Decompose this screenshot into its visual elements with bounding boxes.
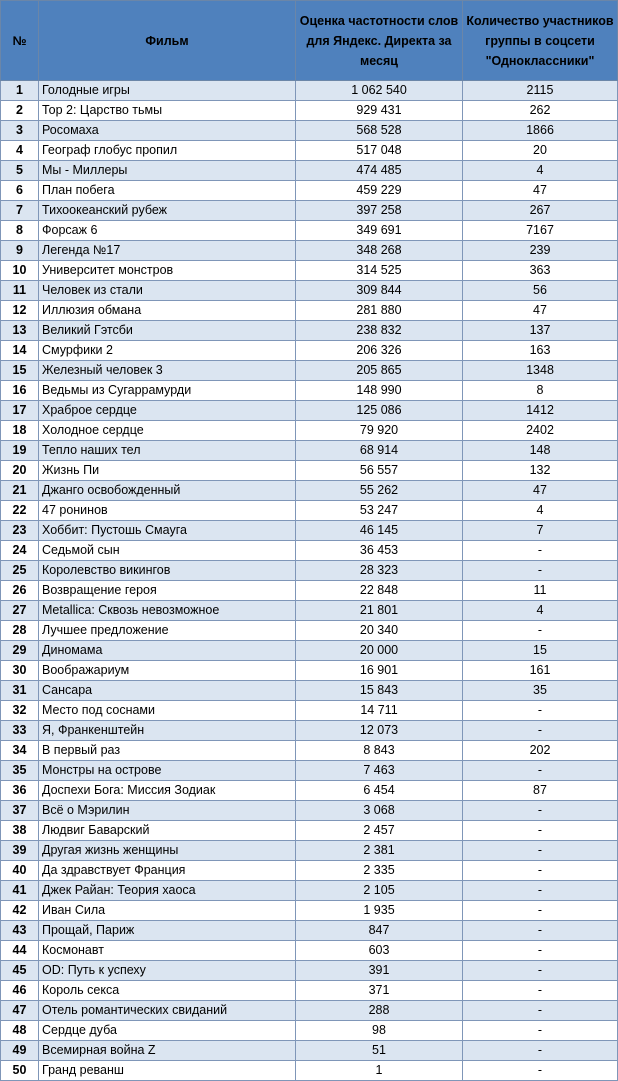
cell-frequency: 46 145 [296,521,463,541]
cell-num: 23 [1,521,39,541]
cell-num: 25 [1,561,39,581]
table-row [1,981,618,1001]
table-row [1,81,618,101]
table-row [1,101,618,121]
table-row [1,721,618,741]
cell-ok-members: 137 [463,321,618,341]
cell-frequency: 474 485 [296,161,463,181]
cell-ok-members: 267 [463,201,618,221]
cell-ok-members: 20 [463,141,618,161]
cell-film: Людвиг Баварский [39,821,296,841]
table-row [1,961,618,981]
cell-film: Ведьмы из Сугаррамурди [39,381,296,401]
cell-ok-members: 148 [463,441,618,461]
table-row [1,861,618,881]
cell-frequency: 568 528 [296,121,463,141]
cell-num: 7 [1,201,39,221]
cell-film: Отель романтических свиданий [39,1001,296,1021]
table-row [1,801,618,821]
cell-frequency: 371 [296,981,463,1001]
cell-num: 24 [1,541,39,561]
cell-ok-members: 47 [463,181,618,201]
cell-frequency: 288 [296,1001,463,1021]
table-row [1,561,618,581]
cell-ok-members: 35 [463,681,618,701]
table-row [1,681,618,701]
cell-film: OD: Путь к успеху [39,961,296,981]
cell-frequency: 53 247 [296,501,463,521]
table-row [1,541,618,561]
cell-ok-members: 161 [463,661,618,681]
cell-film: Король секса [39,981,296,1001]
cell-num: 33 [1,721,39,741]
cell-frequency: 28 323 [296,561,463,581]
table-row [1,401,618,421]
cell-num: 35 [1,761,39,781]
cell-ok-members: - [463,801,618,821]
cell-ok-members: - [463,941,618,961]
cell-film: Седьмой сын [39,541,296,561]
cell-num: 44 [1,941,39,961]
cell-num: 21 [1,481,39,501]
cell-film: Монстры на острове [39,761,296,781]
cell-film: Доспехи Бога: Миссия Зодиак [39,781,296,801]
cell-ok-members: 47 [463,301,618,321]
cell-num: 26 [1,581,39,601]
cell-num: 11 [1,281,39,301]
cell-film: Форсаж 6 [39,221,296,241]
cell-film: Сердце дуба [39,1021,296,1041]
cell-frequency: 929 431 [296,101,463,121]
cell-ok-members: - [463,1001,618,1021]
cell-ok-members: - [463,721,618,741]
cell-frequency: 51 [296,1041,463,1061]
cell-frequency: 125 086 [296,401,463,421]
cell-film: Легенда №17 [39,241,296,261]
cell-film: Королевство викингов [39,561,296,581]
cell-num: 41 [1,881,39,901]
cell-num: 17 [1,401,39,421]
cell-num: 47 [1,1001,39,1021]
cell-film: Иллюзия обмана [39,301,296,321]
table-row [1,781,618,801]
table-row [1,661,618,681]
cell-num: 30 [1,661,39,681]
table-row [1,601,618,621]
cell-film: Лучшее предложение [39,621,296,641]
table-row [1,1061,618,1081]
cell-film: Место под соснами [39,701,296,721]
cell-num: 12 [1,301,39,321]
cell-ok-members: 2402 [463,421,618,441]
cell-num: 39 [1,841,39,861]
cell-num: 3 [1,121,39,141]
cell-frequency: 1 062 540 [296,81,463,101]
cell-ok-members: 4 [463,601,618,621]
cell-num: 50 [1,1061,39,1081]
table-row [1,701,618,721]
table-row [1,421,618,441]
cell-frequency: 20 000 [296,641,463,661]
cell-ok-members: 363 [463,261,618,281]
cell-frequency: 6 454 [296,781,463,801]
cell-ok-members: - [463,861,618,881]
cell-num: 32 [1,701,39,721]
cell-num: 5 [1,161,39,181]
cell-film: План побега [39,181,296,201]
cell-frequency: 309 844 [296,281,463,301]
cell-num: 15 [1,361,39,381]
cell-num: 38 [1,821,39,841]
table-row [1,341,618,361]
cell-frequency: 68 914 [296,441,463,461]
cell-ok-members: - [463,901,618,921]
cell-num: 48 [1,1021,39,1041]
table-row [1,621,618,641]
cell-num: 6 [1,181,39,201]
cell-film: Мы - Миллеры [39,161,296,181]
table-row [1,741,618,761]
cell-film: Смурфики 2 [39,341,296,361]
cell-frequency: 36 453 [296,541,463,561]
cell-frequency: 2 335 [296,861,463,881]
cell-ok-members: 4 [463,161,618,181]
cell-frequency: 79 920 [296,421,463,441]
cell-num: 31 [1,681,39,701]
cell-ok-members: - [463,921,618,941]
cell-ok-members: 262 [463,101,618,121]
cell-film: Всё о Мэрилин [39,801,296,821]
cell-ok-members: 7 [463,521,618,541]
cell-num: 36 [1,781,39,801]
cell-frequency: 603 [296,941,463,961]
cell-film: Возвращение героя [39,581,296,601]
cell-ok-members: 56 [463,281,618,301]
cell-ok-members: - [463,981,618,1001]
cell-ok-members: - [463,1061,618,1081]
cell-frequency: 2 381 [296,841,463,861]
cell-frequency: 281 880 [296,301,463,321]
cell-ok-members: 1866 [463,121,618,141]
cell-film: Диномама [39,641,296,661]
cell-ok-members: 7167 [463,221,618,241]
cell-ok-members: 2115 [463,81,618,101]
cell-film: Тор 2: Царство тьмы [39,101,296,121]
cell-frequency: 349 691 [296,221,463,241]
header-num: № [1,1,39,81]
cell-film: Великий Гэтсби [39,321,296,341]
cell-num: 19 [1,441,39,461]
cell-film: В первый раз [39,741,296,761]
cell-frequency: 517 048 [296,141,463,161]
cell-frequency: 397 258 [296,201,463,221]
cell-frequency: 15 843 [296,681,463,701]
table-row [1,381,618,401]
table-row [1,641,618,661]
cell-frequency: 16 901 [296,661,463,681]
table-row [1,1021,618,1041]
header-ok-members: Количество участников группы в соцсети "Одноклассники" [463,1,618,81]
cell-film: Тепло наших тел [39,441,296,461]
cell-frequency: 459 229 [296,181,463,201]
table-row [1,941,618,961]
cell-num: 2 [1,101,39,121]
table-row [1,521,618,541]
cell-ok-members: - [463,821,618,841]
table-row [1,461,618,481]
table-row [1,821,618,841]
cell-film: Прощай, Париж [39,921,296,941]
cell-frequency: 7 463 [296,761,463,781]
cell-num: 16 [1,381,39,401]
table-row [1,361,618,381]
cell-ok-members: 11 [463,581,618,601]
cell-film: Географ глобус пропил [39,141,296,161]
table-row [1,141,618,161]
cell-num: 14 [1,341,39,361]
cell-frequency: 205 865 [296,361,463,381]
cell-frequency: 314 525 [296,261,463,281]
table-row [1,201,618,221]
cell-ok-members: 1348 [463,361,618,381]
cell-num: 37 [1,801,39,821]
cell-film: Джанго освобожденный [39,481,296,501]
cell-num: 27 [1,601,39,621]
cell-film: Храброе сердце [39,401,296,421]
cell-film: Всемирная война Z [39,1041,296,1061]
table-row [1,241,618,261]
table-row [1,441,618,461]
cell-film: Джек Райан: Теория хаоса [39,881,296,901]
cell-ok-members: 239 [463,241,618,261]
cell-num: 8 [1,221,39,241]
cell-frequency: 22 848 [296,581,463,601]
cell-frequency: 14 711 [296,701,463,721]
cell-num: 43 [1,921,39,941]
cell-ok-members: - [463,761,618,781]
cell-ok-members: 87 [463,781,618,801]
header-row [1,1,618,81]
table-row [1,481,618,501]
cell-num: 10 [1,261,39,281]
cell-ok-members: - [463,541,618,561]
header-frequency: Оценка частотности слов для Яндекс. Директа за месяц [296,1,463,81]
cell-frequency: 348 268 [296,241,463,261]
table-row [1,221,618,241]
table-row [1,321,618,341]
cell-frequency: 391 [296,961,463,981]
table-row [1,581,618,601]
cell-ok-members: 47 [463,481,618,501]
cell-num: 18 [1,421,39,441]
cell-frequency: 12 073 [296,721,463,741]
cell-num: 9 [1,241,39,261]
cell-num: 4 [1,141,39,161]
cell-film: Иван Сила [39,901,296,921]
cell-ok-members: - [463,1021,618,1041]
cell-film: Железный человек 3 [39,361,296,381]
cell-ok-members: - [463,1041,618,1061]
cell-num: 1 [1,81,39,101]
cell-film: Университет монстров [39,261,296,281]
table-row [1,1041,618,1061]
cell-frequency: 20 340 [296,621,463,641]
cell-frequency: 3 068 [296,801,463,821]
cell-frequency: 206 326 [296,341,463,361]
cell-film: Да здравствует Франция [39,861,296,881]
cell-frequency: 21 801 [296,601,463,621]
cell-film: Хоббит: Пустошь Смауга [39,521,296,541]
table-row [1,161,618,181]
cell-film: 47 ронинов [39,501,296,521]
cell-frequency: 1 [296,1061,463,1081]
cell-num: 28 [1,621,39,641]
header-film: Фильм [39,1,296,81]
cell-num: 13 [1,321,39,341]
cell-frequency: 98 [296,1021,463,1041]
cell-ok-members: 202 [463,741,618,761]
cell-ok-members: - [463,961,618,981]
cell-frequency: 2 457 [296,821,463,841]
cell-ok-members: - [463,561,618,581]
cell-frequency: 1 935 [296,901,463,921]
table-row [1,901,618,921]
cell-ok-members: 8 [463,381,618,401]
cell-film: Жизнь Пи [39,461,296,481]
cell-ok-members: 4 [463,501,618,521]
cell-num: 29 [1,641,39,661]
cell-frequency: 55 262 [296,481,463,501]
table-row [1,881,618,901]
cell-film: Metallica: Сквозь невозможное [39,601,296,621]
cell-film: Тихоокеанский рубеж [39,201,296,221]
cell-num: 42 [1,901,39,921]
cell-ok-members: - [463,841,618,861]
table-row [1,1001,618,1021]
cell-ok-members: - [463,621,618,641]
table-row [1,121,618,141]
table-row [1,261,618,281]
cell-frequency: 8 843 [296,741,463,761]
cell-frequency: 148 990 [296,381,463,401]
table-body [1,81,618,1081]
table-row [1,501,618,521]
cell-num: 46 [1,981,39,1001]
table-row [1,841,618,861]
cell-frequency: 2 105 [296,881,463,901]
cell-ok-members: - [463,881,618,901]
cell-film: Я, Франкенштейн [39,721,296,741]
cell-frequency: 56 557 [296,461,463,481]
cell-film: Гранд реванш [39,1061,296,1081]
table-row [1,301,618,321]
table-row [1,921,618,941]
cell-film: Воображариум [39,661,296,681]
table-row [1,281,618,301]
cell-film: Человек из стали [39,281,296,301]
cell-frequency: 238 832 [296,321,463,341]
cell-ok-members: 132 [463,461,618,481]
table-row [1,761,618,781]
cell-num: 22 [1,501,39,521]
cell-num: 20 [1,461,39,481]
cell-ok-members: 1412 [463,401,618,421]
cell-film: Сансара [39,681,296,701]
cell-film: Холодное сердце [39,421,296,441]
cell-film: Росомаха [39,121,296,141]
table-row [1,181,618,201]
cell-num: 34 [1,741,39,761]
cell-frequency: 847 [296,921,463,941]
cell-num: 40 [1,861,39,881]
cell-num: 49 [1,1041,39,1061]
cell-ok-members: - [463,701,618,721]
cell-num: 45 [1,961,39,981]
cell-film: Другая жизнь женщины [39,841,296,861]
cell-ok-members: 163 [463,341,618,361]
cell-ok-members: 15 [463,641,618,661]
cell-film: Космонавт [39,941,296,961]
cell-film: Голодные игры [39,81,296,101]
